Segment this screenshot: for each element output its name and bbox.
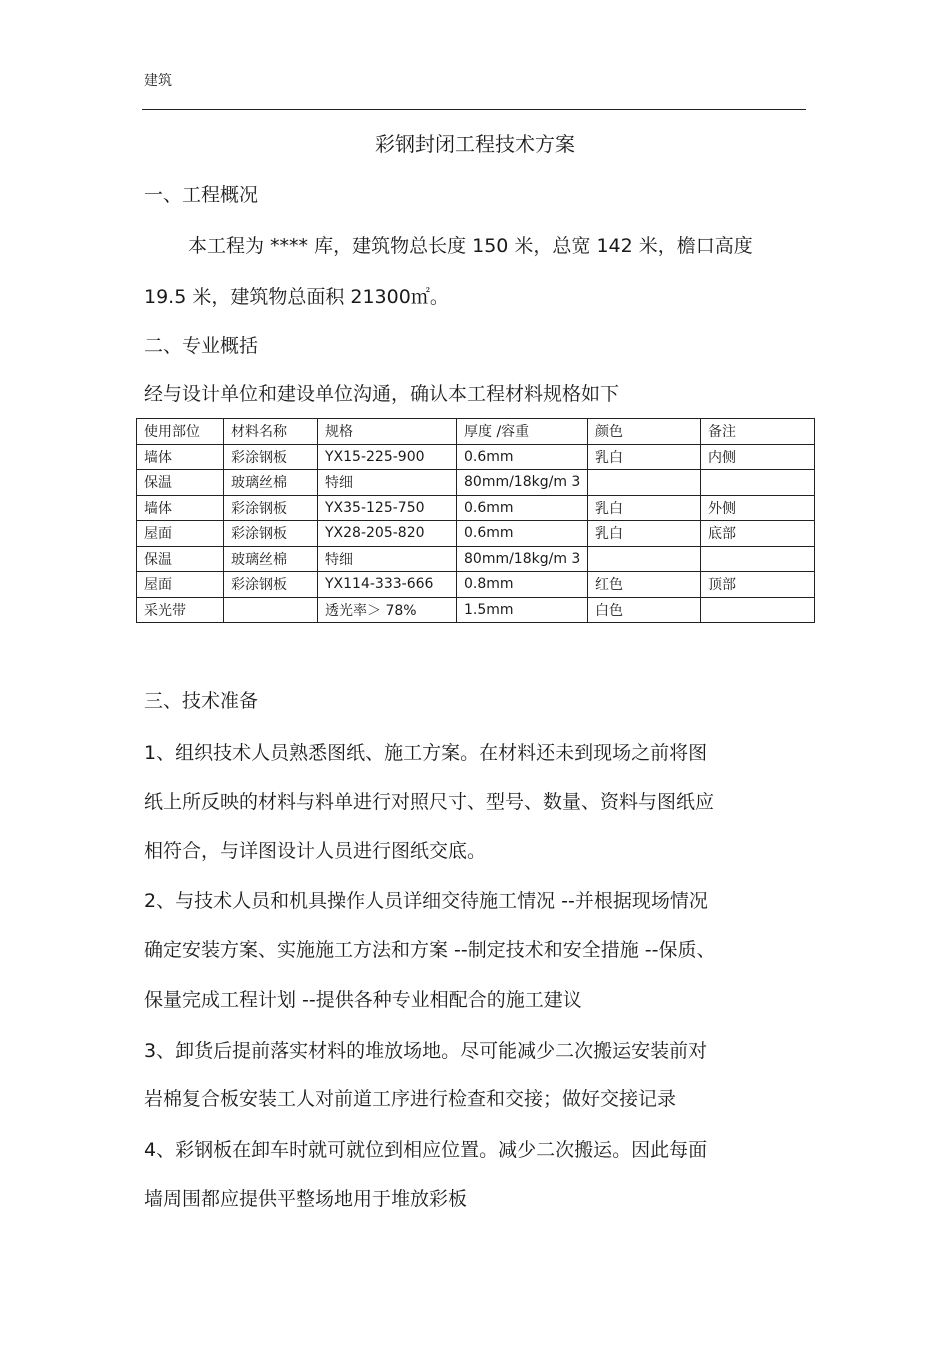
table-header-row [137,419,815,445]
table-cell: 外侧 [701,495,815,521]
overview-paragraph-line-2: 19.5 米，建筑物总面积 21300㎡。 [144,286,449,308]
table-cell [224,597,318,623]
table-cell: 彩涂钢板 [224,521,318,547]
table-cell: YX28-205-820 [318,521,457,547]
table-cell: 墙体 [137,495,224,521]
body-line: 4、彩钢板在卸车时就可就位到相应位置。减少二次搬运。因此每面 [144,1139,708,1161]
table-cell: 1.5mm [457,597,588,623]
body-line: 墙周围都应提供平整场地用于堆放彩板 [144,1188,468,1210]
table-row [137,572,815,598]
table-row [137,521,815,547]
table-cell: 0.6mm [457,495,588,521]
section-1-heading: 一、工程概况 [144,184,259,206]
body-line: 3、卸货后提前落实材料的堆放场地。尽可能减少二次搬运安装前对 [144,1040,708,1062]
table-cell [701,470,815,496]
body-line: 纸上所反映的材料与料单进行对照尺寸、型号、数量、资料与图纸应 [144,791,715,813]
table-cell: 内侧 [701,444,815,470]
body-line: 岩棉复合板安装工人对前道工序进行检查和交接；做好交接记录 [144,1088,677,1110]
table-cell: 0.8mm [457,572,588,598]
table-cell: YX35-125-750 [318,495,457,521]
table-cell [588,546,701,572]
column-header: 使用部位 [137,419,224,445]
table-cell: 白色 [588,597,701,623]
header-divider [142,109,806,110]
table-cell: 顶部 [701,572,815,598]
body-line: 确定安装方案、实施施工方法和方案 --制定技术和安全措施 --保质、 [144,939,716,961]
table-cell: 墙体 [137,444,224,470]
table-cell: 屋面 [137,521,224,547]
table-cell: 玻璃丝棉 [224,470,318,496]
column-header: 厚度 /容重 [457,419,588,445]
table-cell: YX114-333-666 [318,572,457,598]
table-cell: 乳白 [588,444,701,470]
body-line: 2、与技术人员和机具操作人员详细交待施工情况 --并根据现场情况 [144,890,708,912]
page-header-label: 建筑 [144,73,172,89]
table-cell: 80mm/18kg/m 3 [457,546,588,572]
table-row [137,444,815,470]
section-2-intro: 经与设计单位和建设单位沟通，确认本工程材料规格如下 [144,383,620,405]
table-row [137,546,815,572]
table-cell: 彩涂钢板 [224,444,318,470]
table-cell [701,546,815,572]
section-2-heading: 二、专业概括 [144,335,259,357]
material-spec-table [136,418,815,623]
section-3-heading: 三、技术准备 [144,690,259,712]
table-row [137,597,815,623]
table-cell: 采光带 [137,597,224,623]
table-cell: 彩涂钢板 [224,572,318,598]
table-cell: 透光率＞ 78% [318,597,457,623]
body-line: 相符合，与详图设计人员进行图纸交底。 [144,840,487,862]
table-cell: 底部 [701,521,815,547]
table-cell: 乳白 [588,495,701,521]
column-header: 颜色 [588,419,701,445]
column-header: 规格 [318,419,457,445]
body-line: 保量完成工程计划 --提供各种专业相配合的施工建议 [144,989,582,1011]
table-cell: YX15-225-900 [318,444,457,470]
column-header: 备注 [701,419,815,445]
table-row [137,470,815,496]
table-row [137,495,815,521]
table-cell: 保温 [137,546,224,572]
table-cell: 红色 [588,572,701,598]
overview-paragraph-line-1: 本工程为 **** 库，建筑物总长度 150 米，总宽 142 米，檐口高度 [188,235,753,257]
table-cell: 屋面 [137,572,224,598]
table-cell: 保温 [137,470,224,496]
table-cell [588,470,701,496]
table-cell: 特细 [318,470,457,496]
body-line: 1、组织技术人员熟悉图纸、施工方案。在材料还未到现场之前将图 [144,742,708,764]
column-header: 材料名称 [224,419,318,445]
table-cell: 80mm/18kg/m 3 [457,470,588,496]
table-cell: 彩涂钢板 [224,495,318,521]
table-cell: 乳白 [588,521,701,547]
table-cell: 0.6mm [457,444,588,470]
table-cell [701,597,815,623]
document-title: 彩钢封闭工程技术方案 [375,132,575,156]
table-cell: 玻璃丝棉 [224,546,318,572]
table-cell: 0.6mm [457,521,588,547]
table-cell: 特细 [318,546,457,572]
